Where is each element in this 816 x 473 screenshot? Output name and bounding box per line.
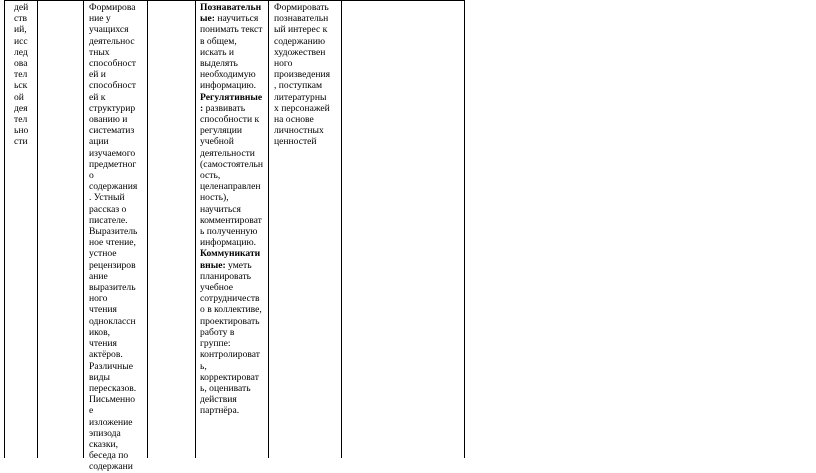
text-line: содержанию xyxy=(274,35,326,47)
text-line: о xyxy=(89,170,94,182)
text-line: ние у xyxy=(89,13,111,25)
text-line: Выразитель xyxy=(89,226,138,238)
text-line xyxy=(200,13,270,24)
text-line: в общем, xyxy=(200,35,237,47)
text-line: произведения xyxy=(274,69,331,81)
table-divider-2 xyxy=(83,0,84,458)
table-border-left xyxy=(4,0,5,458)
text-line: содержания xyxy=(89,181,138,193)
text-line: понимать текст xyxy=(200,24,263,36)
table-divider-4 xyxy=(195,0,196,458)
heading-communicative-end: вные: xyxy=(200,259,226,271)
text-line: дей xyxy=(14,2,29,13)
text-line: необходимую xyxy=(200,69,256,81)
text-line: сказки, xyxy=(89,438,119,450)
cell-personal-outcomes xyxy=(274,2,338,148)
text-line: научиться xyxy=(200,203,241,215)
text-line: способност xyxy=(89,80,136,92)
heading-cognitive: Познавательн xyxy=(200,2,262,13)
text-line xyxy=(200,103,270,114)
text-line: актёров. xyxy=(89,349,123,361)
text-line: группе: xyxy=(200,338,231,350)
cell-learning-actions xyxy=(200,2,270,417)
table-divider-1 xyxy=(37,0,38,458)
heading-communicative: Коммуникати xyxy=(200,248,261,260)
text-line: сотрудничеств xyxy=(200,293,260,305)
text-line: структурир xyxy=(89,102,136,114)
text-line: ное чтение, xyxy=(89,237,136,249)
text-line: изложение xyxy=(89,416,133,428)
text-line: способност xyxy=(89,58,136,70)
text-line: выделять xyxy=(200,58,238,70)
text-line: иков, xyxy=(89,326,111,338)
text-line: учебное xyxy=(200,282,234,294)
text-line: учебной xyxy=(200,136,234,148)
text-line: литературны xyxy=(274,91,327,103)
text-line: ованию и xyxy=(89,114,128,126)
text-line: ание xyxy=(89,270,108,282)
text-line: чтения xyxy=(89,304,117,316)
heading-cognitive-end: ые: xyxy=(200,13,215,25)
text-line: на основе xyxy=(274,114,314,126)
heading-regulatory-end: : xyxy=(200,102,204,114)
cell-activity-type xyxy=(14,2,32,148)
text-line: контролироват xyxy=(200,349,261,361)
text-line: партнёра. xyxy=(200,405,240,417)
text-line: ова xyxy=(14,58,28,70)
text-line: , поступкам xyxy=(274,80,323,92)
text-line: регуляции xyxy=(200,125,242,137)
text-line: систематиз xyxy=(89,125,135,137)
text-line: писателе. xyxy=(89,214,128,226)
text-fragment: научиться xyxy=(214,13,259,25)
text-line: тел xyxy=(14,114,28,126)
text-line: ь полученную xyxy=(200,226,258,238)
text-line: изучаемого xyxy=(89,147,136,159)
text-line: планировать xyxy=(200,270,252,282)
text-line: ность), xyxy=(200,192,229,204)
text-line: тел xyxy=(14,69,28,81)
text-line: комментироват xyxy=(200,214,262,226)
text-line: одноклассн xyxy=(89,315,136,327)
text-line: ьно xyxy=(14,125,29,137)
text-line: ий, xyxy=(14,24,27,36)
text-line: ного xyxy=(274,58,293,70)
text-line: беседа по xyxy=(89,450,129,462)
text-line: Различные xyxy=(89,360,133,372)
text-line: учащихся xyxy=(89,24,129,36)
text-line: информацию. xyxy=(200,80,257,92)
text-line: деятельнос xyxy=(89,35,135,47)
table-top-border xyxy=(4,0,465,1)
table-divider-3 xyxy=(147,0,148,458)
text-line: выразитель xyxy=(89,282,136,294)
text-line: познавательн xyxy=(274,13,329,25)
text-line: целенаправлен xyxy=(200,181,261,193)
text-line: рецензиров xyxy=(89,259,136,271)
text-line: чтения xyxy=(89,338,117,350)
text-line: тных xyxy=(89,46,110,58)
text-line: искать и xyxy=(200,46,235,58)
text-line: ь, оценивать xyxy=(200,382,251,394)
text-line: предметног xyxy=(89,158,137,170)
text-line: х персонажей xyxy=(274,102,330,114)
text-line: исс xyxy=(14,35,28,47)
text-line: информацию. xyxy=(200,237,257,249)
text-fragment: уметь xyxy=(225,259,252,271)
text-line: ой xyxy=(14,91,24,103)
text-line: виды xyxy=(89,371,110,383)
text-line: ного xyxy=(89,293,108,305)
text-line: пересказов. xyxy=(89,382,137,394)
text-line: ость, xyxy=(200,170,221,182)
text-line: . Устный xyxy=(89,192,125,204)
text-line: Формировать xyxy=(274,2,329,13)
text-line: деятельности xyxy=(200,147,255,159)
heading-regulatory: Регулятивные xyxy=(200,91,263,103)
text-line: ый интерес к xyxy=(274,24,328,36)
text-line: лед xyxy=(14,46,28,58)
text-line: (самостоятельн xyxy=(200,158,264,170)
text-line: содержани xyxy=(89,461,133,473)
text-line: сти xyxy=(14,136,28,148)
text-line: ценностей xyxy=(274,136,317,148)
text-line: устное xyxy=(89,248,117,260)
text-line: работу в xyxy=(200,326,235,338)
cell-lesson-content xyxy=(89,2,145,473)
table-border-right xyxy=(464,0,465,458)
text-line: художествен xyxy=(274,46,326,58)
text-line: ьск xyxy=(14,80,28,92)
text-fragment: развивать xyxy=(203,102,246,114)
text-line: эпизода xyxy=(89,427,121,439)
text-line: дея xyxy=(14,102,28,114)
text-line: корректироват xyxy=(200,371,259,383)
text-line: способности к xyxy=(200,114,260,126)
text-line: е xyxy=(89,405,94,417)
text-line: о в коллективе, xyxy=(200,304,262,316)
text-line: действия xyxy=(200,394,237,406)
text-line: личностных xyxy=(274,125,324,137)
text-line: ей к xyxy=(89,91,106,103)
text-line: рассказ о xyxy=(89,203,127,215)
text-line: ей и xyxy=(89,69,106,81)
text-line: ь, xyxy=(200,360,207,372)
table-divider-6 xyxy=(341,0,342,458)
text-line: Письменно xyxy=(89,394,136,406)
text-line: проектировать xyxy=(200,315,260,327)
text-line: ации xyxy=(89,136,109,148)
text-line: ств xyxy=(14,13,27,25)
text-line xyxy=(200,260,270,271)
text-line: Формирова xyxy=(89,2,136,13)
